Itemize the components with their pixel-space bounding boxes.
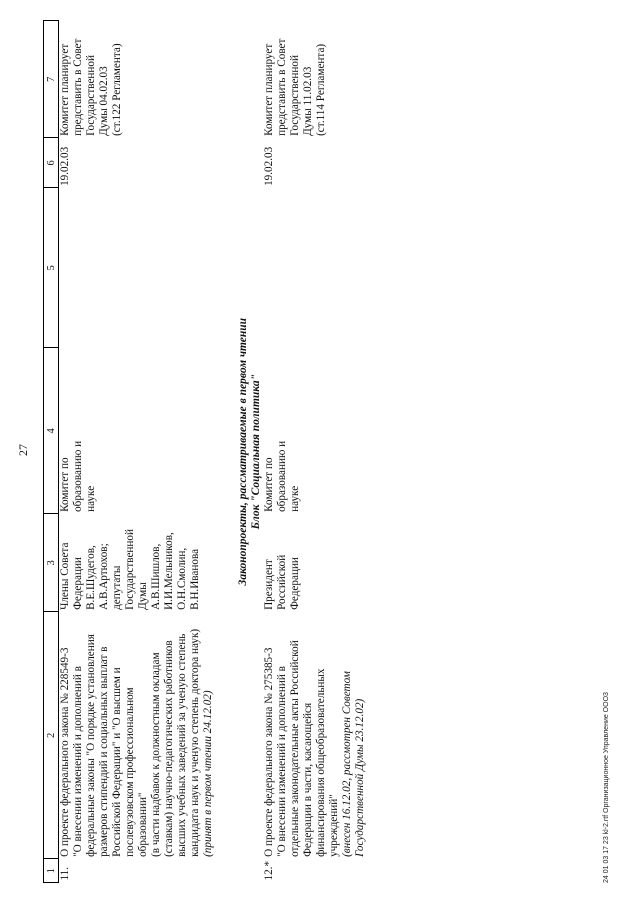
remark-cell: Комитет планирует представить в Совет Государственной Думы 11.02.03 (ст.114 Регламента): [263, 38, 327, 136]
bill-author: Члены Совета Федерации В.Е.Шудегов, А.В.Артюхов; депутаты Государственной Думы А.В.Шишлов, И.И.Мельников, О.Н.Смолин, В.Н.Иванова: [59, 529, 201, 610]
header-cell: 4: [44, 348, 59, 514]
header-row: [44, 21, 59, 883]
remark-cell: Комитет планирует представить в Совет Государственной Думы 04.02.03 (ст.122 Регламента): [59, 38, 123, 136]
bill-title: О проекте федерального закона № 275385-3 "О внесении изменений и дополнений в отдельные законодательные акты Российской Федерации в части, касающейся финансирования общеобразовательных учреждений" (внесен 16.12.02, рассмотрен Советом Государственной Думы 23.12.02): [263, 612, 367, 859]
header-cell: 7: [44, 21, 59, 138]
column-5-cell: [59, 188, 216, 348]
section-title: Законопроекты, рассматриваемые в первом чтении: [237, 317, 249, 586]
date-cell: 19.02.03: [59, 146, 71, 186]
agenda-table: [43, 20, 367, 883]
bill-title: О проекте федерального закона № 228549-3 "О внесении изменений и дополнений в федеральные законы "О порядке установления размеров стипендий и социальных выплат в Российской Федерации" и "О высшем и послевузовском профессиональном образовании" (в части надбавок к должностным окладам (ставкам) научно-педагогических работников высших учебных заведений за ученую степень кандидата наук и ученую степень доктора наук) (принят в первом чтении 24.12.02): [59, 612, 216, 859]
section-row: [237, 21, 250, 883]
header-cell: 5: [44, 188, 59, 348]
item-number: 12.*: [263, 860, 275, 881]
header-cell: 1: [44, 859, 59, 883]
page-number: 27: [16, 444, 30, 456]
responsible-committee: Комитет по образованию и науке: [59, 440, 97, 512]
header-cell: 2: [44, 612, 59, 859]
document-footer: 24 01 03 17 23 kl-2.rtf Организационное Управление ООО3: [603, 692, 610, 883]
item-number: 11.: [59, 866, 71, 881]
table-row: [263, 21, 367, 883]
header-cell: 3: [44, 514, 59, 612]
bill-note: (принят в первом чтении 24.12.02): [202, 690, 214, 857]
header-cell: 6: [44, 138, 59, 188]
block-row: [250, 21, 263, 883]
block-title: Блок "Социальная политика": [250, 374, 262, 530]
bill-author: Президент Российской Федерации: [263, 554, 301, 610]
bill-note: (внесен 16.12.02, рассмотрен Советом: [341, 671, 353, 857]
date-cell: 19.02.03: [263, 146, 275, 186]
table-row: [59, 21, 216, 883]
responsible-committee: Комитет по образованию и науке: [263, 440, 301, 512]
bill-note: Государственной Думы 23.12.02): [354, 698, 366, 857]
column-5-cell: [263, 188, 367, 348]
